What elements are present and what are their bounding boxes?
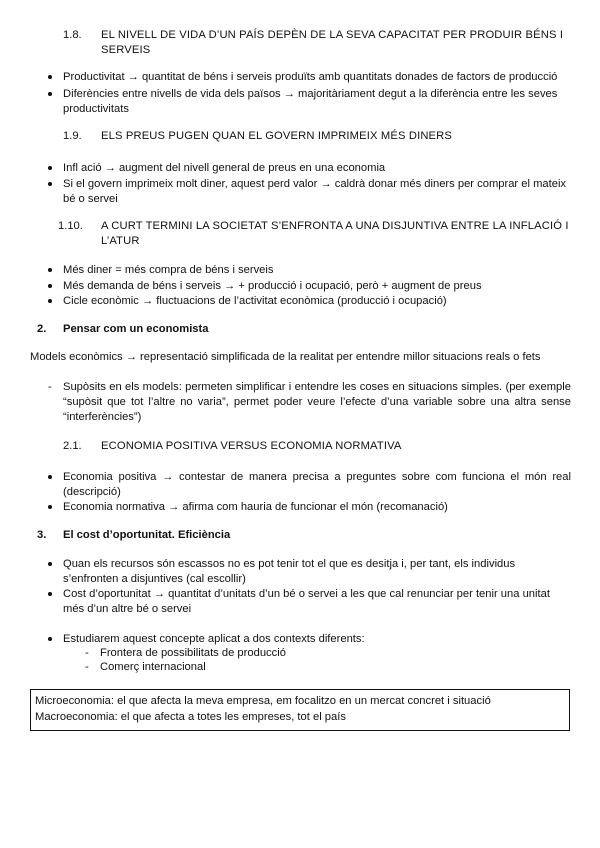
note-line-macro: Macroeconomia: el que afecta a totes les empreses, tot el país: [35, 711, 346, 723]
section-heading: EL NIVELL DE VIDA D’UN PAÍS DEPÈN DE LA SEVA CAPACITAT PER PRODUIR BÉNS I SERVEIS: [101, 29, 564, 56]
section-number: 1.10.: [58, 220, 83, 232]
section-number: 2.: [37, 323, 47, 335]
list-item: Economia normativa → afirma com hauria de funcionar el món (recomanació): [63, 501, 448, 513]
bullet-dot: [48, 505, 52, 509]
list-item: Productivitat → quantitat de béns i serveis produïts amb quantitats donades de factors de producció: [63, 71, 558, 83]
dash-marker: -: [85, 647, 89, 659]
bullet-dot: [48, 592, 52, 596]
section-heading: Pensar com un economista: [63, 323, 209, 335]
bullet-dot: [48, 166, 52, 170]
sub-list-item: Frontera de possibilitats de producció: [100, 647, 286, 659]
list-item: Més diner = més compra de béns i serveis: [63, 264, 274, 276]
bullet-dot: [48, 637, 52, 641]
section-heading: El cost d’oportunitat. Eficiència: [63, 529, 231, 541]
bullet-dot: [48, 92, 52, 96]
list-item: Més demanda de béns i serveis → + producció i ocupació, però + augment de preus: [63, 280, 482, 292]
dash-marker: -: [85, 661, 89, 673]
list-item: Estudiarem aquest concepte aplicat a dos contexts diferents:: [63, 633, 365, 645]
section-number: 3.: [37, 529, 47, 541]
list-item: Infl ació → augment del nivell general de preus en una economia: [63, 162, 386, 174]
bullet-dot: [48, 75, 52, 79]
bullet-dot: [48, 299, 52, 303]
list-item: Si el govern imprimeix molt diner, aquest perd valor → caldrà donar més diners per comprar el mateix bé o servei: [63, 178, 567, 205]
bullet-dot: [48, 268, 52, 272]
list-item: Cost d’oportunitat → quantitat d’unitats d’un bé o servei a les que cal renunciar per tenir una unitat més d’un altre bé o servei: [63, 588, 550, 615]
section-heading: ECONOMIA POSITIVA VERSUS ECONOMIA NORMATIVA: [101, 440, 402, 452]
sub-list-item: Comerç internacional: [100, 661, 206, 673]
section-number: 2.1.: [63, 440, 82, 452]
list-item: Supòsits en els models: permeten simplificar i entendre les coses en situacions simples. (per exemple “supòsit que tot l’altre no varia”, permet poder veure l’efecte d’una variable sobre una altra sense “interferències”): [63, 381, 571, 423]
paragraph: Models econòmics → representació simplificada de la realitat per entendre millor situacions reals o fets: [30, 351, 541, 363]
list-item: Diferències entre nivells de vida dels països → majoritàriament degut a la diferència entre les seves productivitats: [63, 88, 558, 115]
section-number: 1.8.: [63, 29, 82, 41]
note-box: [30, 689, 570, 731]
list-item: Cicle econòmic → fluctuacions de l’activitat econòmica (producció i ocupació): [63, 295, 447, 307]
list-item: Economia positiva → contestar de manera precisa a preguntes sobre com funciona el món real (descripció): [63, 471, 571, 498]
bullet-dot: [48, 182, 52, 186]
bullet-dot: [48, 284, 52, 288]
note-line-micro: Microeconomia: el que afecta la meva empresa, em focalitzo en un mercat concret i situació: [35, 695, 491, 707]
list-item: Quan els recursos són escassos no es pot tenir tot el que es desitja i, per tant, els individus s’enfronten a disjuntives (cal escollir): [63, 558, 516, 585]
section-heading: ELS PREUS PUGEN QUAN EL GOVERN IMPRIMEIX MÉS DINERS: [101, 130, 453, 142]
bullet-dot: [48, 562, 52, 566]
dash-marker: -: [48, 381, 52, 393]
section-number: 1.9.: [63, 130, 82, 142]
bullet-dot: [48, 475, 52, 479]
section-heading: A CURT TERMINI LA SOCIETAT S’ENFRONTA A UNA DISJUNTIVA ENTRE LA INFLACIÓ I L’ATUR: [101, 220, 569, 247]
